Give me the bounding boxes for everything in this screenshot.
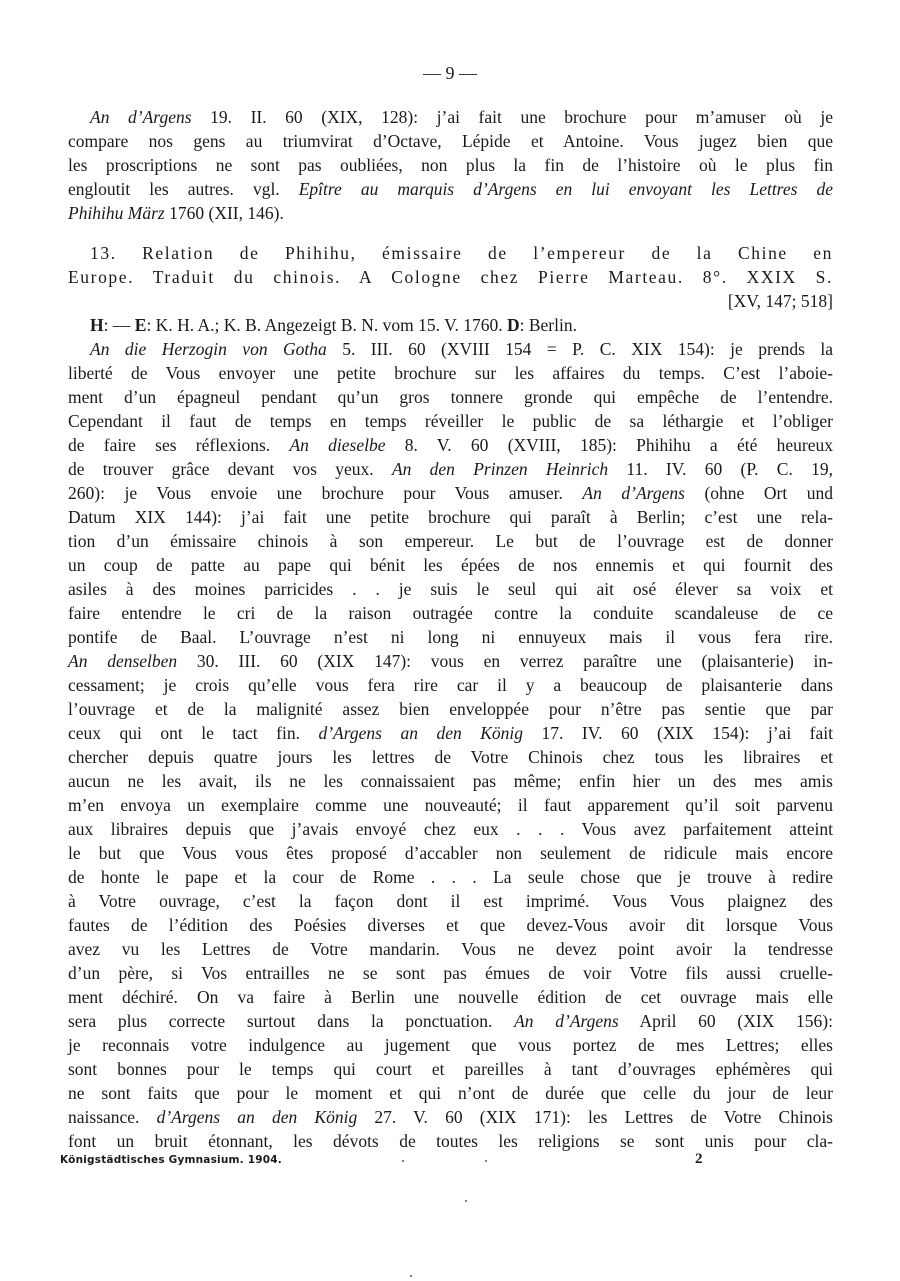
scan-speck (465, 1200, 467, 1202)
text-run: un coup de patte au pape qui bénit les épées de nos ennemis et qui fournit des (68, 555, 833, 575)
text-line (68, 361, 833, 385)
text-run: fautes de l’édition des Poésies diverses et que devez-Vous avoir dit lorsque Vous (68, 915, 833, 935)
text-line (68, 961, 833, 985)
text-line (68, 1033, 833, 1057)
text-run: 260): je Vous envoie une brochure pour Vous amuser. (68, 483, 583, 503)
text-run: 27. V. 60 (XIX 171): les Lettres de Votre Chinois (357, 1107, 833, 1127)
text-line (68, 1081, 833, 1105)
text-line (68, 745, 833, 769)
text-run: je reconnais votre indulgence au jugement que vous portez de mes Lettres; elles (68, 1035, 833, 1055)
text-run: Cependant il faut de temps en temps réveiller le public de sa léthargie et l’obliger (68, 411, 833, 431)
text-run: cessament; je crois qu’elle vous fera rire car il y a beaucoup de plaisanterie dans (68, 675, 833, 695)
text-run: : — (103, 315, 135, 335)
text-line (68, 793, 833, 817)
text-line (68, 177, 833, 201)
text-run: compare nos gens au triumvirat d’Octave, Lépide et Antoine. Vous jugez bien que (68, 131, 833, 151)
text-line (68, 697, 833, 721)
text-line (68, 129, 833, 153)
scan-speck (402, 1160, 404, 1162)
text-line (68, 649, 833, 673)
text-line (68, 985, 833, 1009)
text-run: 19. II. 60 (XIX, 128): j’ai fait une brochure pour m’amuser où je (191, 107, 833, 127)
text-line (68, 1129, 833, 1153)
text-run: de faire ses réflexions. (68, 435, 290, 455)
italic-citation: An dieselbe (289, 435, 386, 455)
text-line (68, 937, 833, 961)
text-line (68, 865, 833, 889)
bold-label: D (506, 315, 520, 335)
text-line (90, 105, 833, 129)
text-run: ment déchiré. On va faire à Berlin une nouvelle édition de cet ouvrage mais elle (68, 987, 833, 1007)
text-line (68, 385, 833, 409)
text-run: l’ouvrage et de la malignité assez bien enveloppée pour n’être pas sentie que par (68, 699, 833, 719)
text-line (68, 481, 833, 505)
text-line (68, 505, 833, 529)
text-run: : K. H. A.; K. B. Angezeigt B. N. vom 15. V. 1760. (146, 315, 507, 335)
text-run: : Berlin. (519, 315, 577, 335)
text-run: 8. V. 60 (XVIII, 185): Phihihu a été heureux (385, 435, 833, 455)
text-run: m’en envoya un exemplaire comme une nouveauté; il faut apparement qu’il soit parvenu (68, 795, 833, 815)
text-run: 5. III. 60 (XVIII 154 = P. C. XIX 154): je prends la (326, 339, 833, 359)
text-run: de trouver grâce devant vos yeux. (68, 459, 392, 479)
footer-signature: Königstädtisches Gymnasium. 1904. (60, 1154, 282, 1166)
text-line (68, 433, 833, 457)
text-run: [XV, 147; 518] (727, 291, 833, 311)
text-line (68, 457, 833, 481)
text-run: font un bruit étonnant, les dévots de toutes les religions se sont unis pour cla- (68, 1131, 833, 1151)
text-run: April 60 (XIX 156): (618, 1011, 833, 1031)
italic-citation: An denselben (68, 651, 178, 671)
italic-citation: An d’Argens (90, 107, 192, 127)
bold-label: E (134, 315, 147, 335)
text-line (68, 529, 833, 553)
text-line (68, 201, 833, 225)
page-number: — 9 — (423, 63, 477, 83)
text-line (68, 409, 833, 433)
italic-citation: d’Argens an den König (156, 1107, 358, 1127)
italic-citation: An die Herzogin von Gotha (90, 339, 327, 359)
text-run: à Votre ouvrage, c’est la façon dont il est imprimé. Vous Vous plaignez des (68, 891, 833, 911)
text-line (68, 1009, 833, 1033)
text-line (68, 153, 833, 177)
italic-citation: An d’Argens (582, 483, 685, 503)
text-line (68, 289, 833, 313)
text-run: naissance. (68, 1107, 157, 1127)
text-run: tion d’un émissaire chinois à son empereur. Le but de l’ouvrage est de donner (68, 531, 833, 551)
text-run: chercher depuis quatre jours les lettres de Votre Chinois chez tous les libraires et (68, 747, 833, 767)
text-run: (ohne Ort und (684, 483, 833, 503)
text-line (68, 769, 833, 793)
text-line (68, 265, 833, 289)
text-line (68, 841, 833, 865)
text-run: engloutit les autres. vgl. (68, 179, 299, 199)
text-run: avez vu les Lettres de Votre mandarin. Vous ne devez point avoir la tendresse (68, 939, 833, 959)
text-run: 30. III. 60 (XIX 147): vous en verrez paraître une (plaisanterie) in- (177, 651, 833, 671)
text-line (68, 889, 833, 913)
text-line (68, 1105, 833, 1129)
sheet-mark: 2 (695, 1151, 703, 1167)
text-line (68, 553, 833, 577)
italic-citation: An den Prinzen Heinrich (391, 459, 609, 479)
text-run: le but que Vous vous êtes proposé d’accabler non seulement de ridicule mais encore (68, 843, 833, 863)
italic-citation: Epître au marquis d’Argens en lui envoyant les Lettres de (298, 179, 833, 199)
text-run: 11. IV. 60 (P. C. 19, (608, 459, 834, 479)
text-run: pontife de Baal. L’ouvrage n’est ni long ni ennuyeux mais il vous fera rire. (68, 627, 833, 647)
text-line (68, 721, 833, 745)
text-run: aucun ne les avait, ils ne les connaissaient pas même; enfin hier un des mes amis (68, 771, 833, 791)
italic-citation: Phihihu März (68, 203, 165, 223)
text-run: d’un père, si Vos entrailles ne se sont pas émues de voir Votre fils aussi cruelle- (68, 963, 833, 983)
text-run: sera plus correcte surtout dans la ponctuation. (68, 1011, 515, 1031)
text-line (68, 817, 833, 841)
text-run: 17. IV. 60 (XIX 154): j’ai fait (523, 723, 833, 743)
text-run: 1760 (XII, 146). (164, 203, 284, 223)
text-line (68, 913, 833, 937)
scan-speck (485, 1160, 487, 1162)
text-run: aux libraires depuis que j’avais envoyé chez eux . . . Vous avez parfaitement atteint (68, 819, 833, 839)
text-run: Datum XIX 144): j’ai fait une petite brochure qui paraît à Berlin; c’est une rela- (68, 507, 833, 527)
text-line (68, 601, 833, 625)
text-line (90, 241, 833, 265)
text-run: ment d’un épagneul pendant qu’un gros tonnere gronde qui empêche de l’entendre. (68, 387, 833, 407)
text-run: asiles à des moines parricides . . je suis le seul qui ait osé élever sa voix et (68, 579, 833, 599)
text-line (90, 313, 833, 337)
text-run: les proscriptions ne sont pas oubliées, non plus la fin de l’histoire où le plus fin (68, 155, 833, 175)
text-line (68, 673, 833, 697)
text-line (68, 1057, 833, 1081)
scan-speck (410, 1275, 412, 1277)
text-run: Europe. Traduit du chinois. A Cologne chez Pierre Marteau. 8°. XXIX S. (68, 267, 833, 287)
text-run: faire entendre le cri de la raison outragée contre la conduite scandaleuse de ce (68, 603, 833, 623)
italic-citation: An d’Argens (514, 1011, 619, 1031)
italic-citation: d’Argens an den König (318, 723, 524, 743)
bold-label: H (90, 315, 104, 335)
text-run: liberté de Vous envoyer une petite brochure sur les affaires du temps. C’est l’aboie- (68, 363, 833, 383)
text-run: ceux qui ont le tact fin. (68, 723, 319, 743)
text-run: sont bonnes pour le temps qui court et pareilles à tant d’ouvrages ephémères qui (68, 1059, 833, 1079)
text-run: 13. Relation de Phihihu, émissaire de l’empereur de la Chine en (90, 243, 833, 263)
text-line (68, 577, 833, 601)
text-line (90, 337, 833, 361)
text-run: de honte le pape et la cour de Rome . . . La seule chose que je trouve à redire (68, 867, 833, 887)
text-run: ne sont faits que pour le moment et qui n’ont de durée que celle du jour de leur (68, 1083, 833, 1103)
text-line (68, 625, 833, 649)
